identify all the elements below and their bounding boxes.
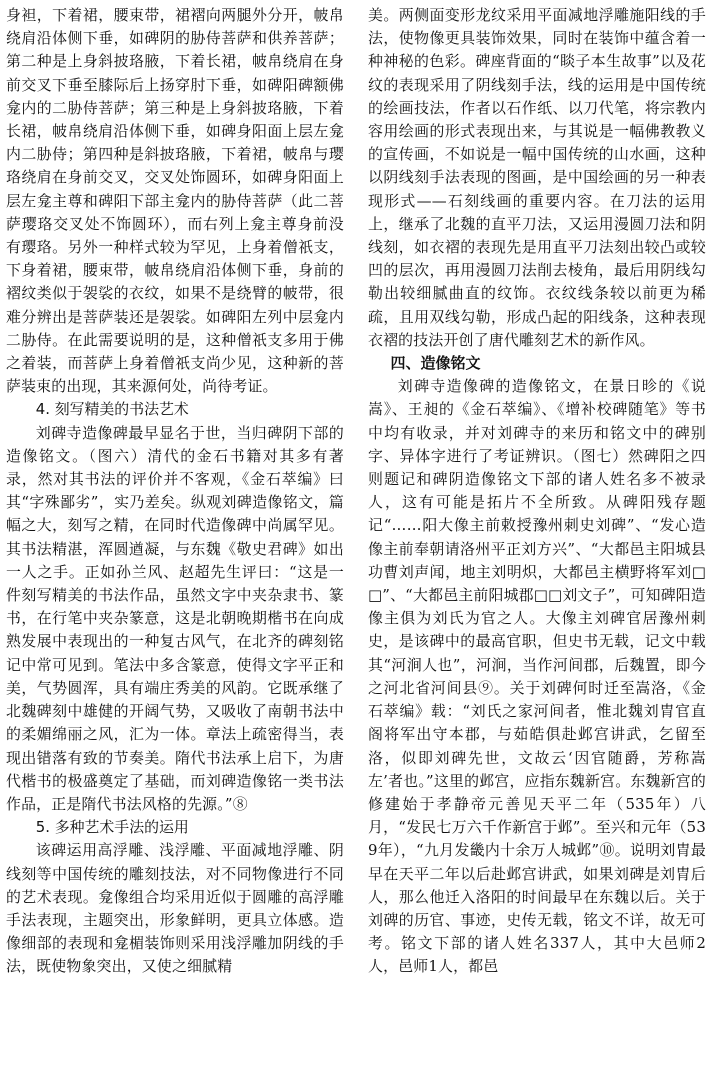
left-paragraph-2: 刘碑寺造像碑最早显名于世，当归碑阴下部的造像铭文。（图六）清代的金石书籍对其多有著录，然对其书法的评价并不客观，《金石萃编》曰其“字殊鄙劣”，实乃差矣。纵观刘碑造像铭文，篇幅之大，刻写之精，在同时代造像碑中尚属罕见。其书法精湛，浑圆遒凝，与东魏《敬史君碑》如出一人之手。正如孙兰风、赵超先生评曰：“这是一件刻写精美的书法作品，虽然文字中夹杂隶书、篆书，在行笔中夹杂篆意，这是北朝晚期楷书在向成熟发展中表现出的一种复古风气，在北齐的碑刻铭记中常可见到。笔法中多含篆意，使得文字平正和美，气势圆浑，具有端庄秀美的风韵。它既承继了北魏碑刻中雄健的开阔气势，又吸收了南朝书法中的柔媚绵丽之风，汇为一体。章法上疏密得当，表现出错落有致的节奏美。隋代书法承上启下，为唐代楷书的极盛奠定了基础，而刘碑造像铭一类书法作品，正是隋代书法风格的先源。”⑧ [6, 423, 344, 813]
section-heading-techniques: 5. 多种艺术手法的运用 [35, 818, 189, 837]
right-column [368, 4, 706, 1084]
left-column [6, 4, 344, 1084]
right-paragraph-2: 刘碑寺造像碑的造像铭文，在景日昣的《说嵩》、王昶的《金石萃编》、《增补校碑随笔》等书中均有收录，并对刘碑寺的来历和铭文中的碑别字、异体字进行了考证辨识。（图七）然碑阳之四则题记和碑阴造像铭文下部的诸人姓名多不被录人，这有可能是拓片不全所致。从碑阳残存题记“……阳大像主前敕授豫州刺史刘碑”、“发心造像主前奉朝请洛州平正刘方兴”、“大都邑主阳城县功曹刘声闻，地主刘明炽，大都邑主横野将军刘□□”、“大都邑主前阳城郡□□刘文子”，可知碑阳造像主俱为刘氏为官之人。大像主刘碑官居豫州刺史，是该碑中的最高官职，但史书无载，记文中载其“河涧人也”，河涧，当作河间郡，后魏置，即今之河北省河间县⑨。关于刘碑何时迁至嵩洛，《金石萃编》载：“刘氏之家河间者，惟北魏刘胄官直阁将军出守本郡，与茹皓俱赴邺宫讲武，乞留至洛，似即刘碑先世，文故云‘因官随爵，芳称嵩左’者也。”这里的邺宫，应指东魏新宫。东魏新宫的修建始于孝静帝元善见天平二年（535年）八月，“发民七万六千作新宫于邺”。至兴和元年（539年），“九月发畿内十余万人城邺”⑩。说明刘胄最早在天平二年以后赴邺宫讲武，如果刘碑是刘胄后人，那么他迁入洛阳的时间最早在东魏以后。关于刘碑的历官、事迹，史传无载，铭文不详，故无可考。铭文下部的诸人姓名337人，其中大邑师2人，邑师1人，都邑 [368, 377, 706, 976]
left-paragraph-3: 该碑运用高浮雕、浅浮雕、平面减地浮雕、阴线刻等中国传统的雕刻技法，对不同物像进行不同的艺术表现。龛像组合均采用近似于圆雕的高浮雕手法表现，主题突出，形象鲜明，更具立体感。造像细部的表现和龛楣装饰则采用浅浮雕加阴线的手法，既使物象突出，又使之细腻精 [6, 841, 344, 976]
section-heading-inscription: 四、造像铭文 [390, 354, 481, 373]
section-heading-calligraphy: 4. 刻写精美的书法艺术 [35, 400, 189, 419]
right-paragraph-1: 美。两侧面变形龙纹采用平面减地浮雕施阳线的手法，使物像更具装饰效果，同时在装饰中蕴含着一种神秘的色彩。碑座背面的“睒子本生故事”以及花纹的表现采用了阴线刻手法，线的运用是中国传统的绘画技法，作者以石作纸、以刀代笔，将宗教内容用绘画的形式表现出来，与其说是一幅佛教教义的宣传画，不如说是一幅中国传统的山水画，这种以阴线刻手法表现的图画，是中国绘画的另一种表现形式——石刻线画的重要内容。在刀法的运用上，继承了北魏的直平刀法，又运用漫圆刀法和阴线刻，如衣褶的表现先是用直平刀法刻出较凸或较凹的层次，再用漫圆刀法削去棱角，最后用阴线勾勒出较细腻曲直的纹饰。衣纹线条较以前更为稀疏，且用双线勾勒，形成凸起的阳线条，这种表现衣褶的技法开创了唐代雕刻艺术的新作风。 [368, 6, 706, 349]
left-paragraph-1: 身袒，下着裙，腰束带，裙褶向两腿外分开，帔帛绕肩沿体侧下垂，如碑阴的胁侍菩萨和供养菩萨；第二种是上身斜披珞腋，下着长裙，帔帛绕肩在身前交叉下垂至膝际后上扬穿肘下垂，如碑阳碑额佛龛内的二胁侍菩萨；第三种是上身斜披珞腋，下着长裙，帔帛绕肩沿体侧下垂，如碑身阳面上层左龛内二胁侍；第四种是斜披珞腋，下着裙，帔帛与璎珞绕肩在身前交叉，交叉处饰圆环，如碑身阳面上层左龛主尊和碑阳下部主龛内的胁侍菩萨（此二菩萨璎珞交叉处不饰圆环），而右列上龛主尊身前没有璎珞。另外一种样式较为罕见，上身着僧祇支，下身着裙，腰束带，帔帛绕肩沿体侧下垂，身前的褶纹类似于袈裟的衣纹，如果不是绕臂的帔带，很难分辨出是菩萨装还是袈裟。如碑阳左列中层龛内二胁侍。在此需要说明的是，这种僧祇支多用于佛之着装，而菩萨上身着僧祇支尚少见，这种新的菩萨装束的出现，其来源何处，尚待考证。 [6, 6, 344, 396]
